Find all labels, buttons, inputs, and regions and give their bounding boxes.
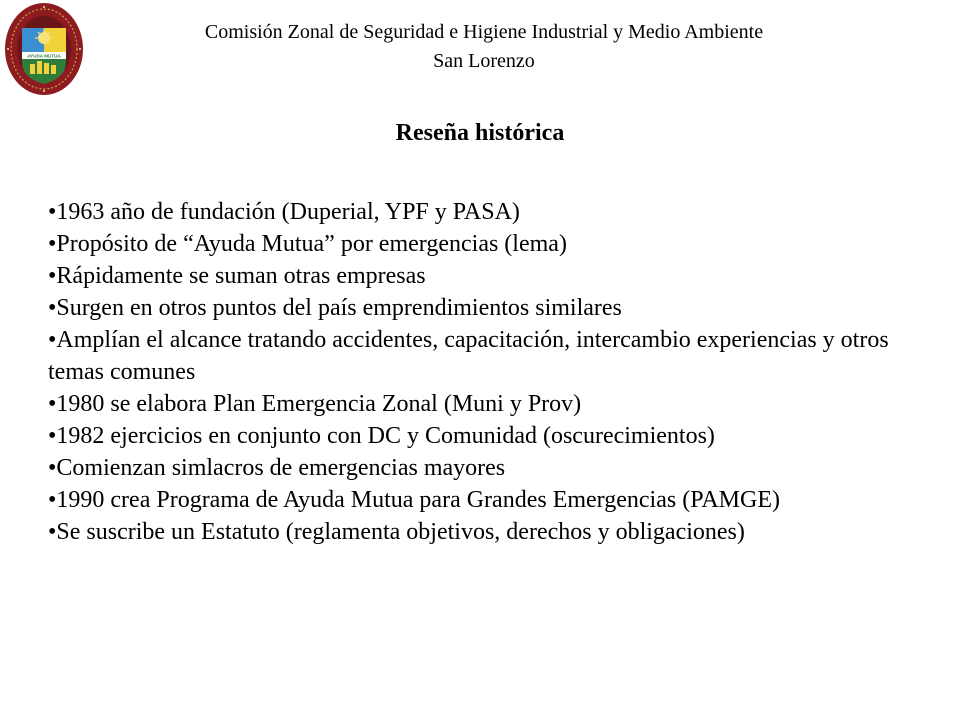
organization-location: San Lorenzo (433, 50, 535, 72)
list-item: •1990 crea Programa de Ayuda Mutua para Grandes Emergencias (PAMGE) (48, 487, 780, 513)
history-bullet-list (48, 196, 948, 548)
list-item: •Comienzan simlacros de emergencias mayores (48, 455, 506, 481)
list-item: •Propósito de “Ayuda Mutua” por emergencias (lema) (48, 231, 567, 257)
list-item: •1980 se elabora Plan Emergencia Zonal (Muni y Prov) (48, 391, 582, 417)
list-item: •Rápidamente se suman otras empresas (48, 263, 426, 289)
list-item: •Se suscribe un Estatuto (reglamenta objetivos, derechos y obligaciones) (48, 519, 745, 545)
svg-text:AYUDA MUTUA: AYUDA MUTUA (27, 53, 61, 59)
list-item: •Amplían el alcance tratando accidentes, capacitación, intercambio experiencias y otros temas comunes (48, 327, 889, 385)
list-item: •1982 ejercicios en conjunto con DC y Comunidad (oscurecimientos) (48, 423, 715, 449)
list-item: •Surgen en otros puntos del país emprendimientos similares (48, 295, 622, 321)
seal-logo-icon (4, 2, 84, 96)
list-item: •1963 año de fundación (Duperial, YPF y PASA) (48, 199, 520, 225)
organization-title (96, 18, 872, 76)
organization-name: Comisión Zonal de Seguridad e Higiene Industrial y Medio Ambiente (204, 21, 764, 43)
section-title: Reseña histórica (395, 120, 565, 146)
